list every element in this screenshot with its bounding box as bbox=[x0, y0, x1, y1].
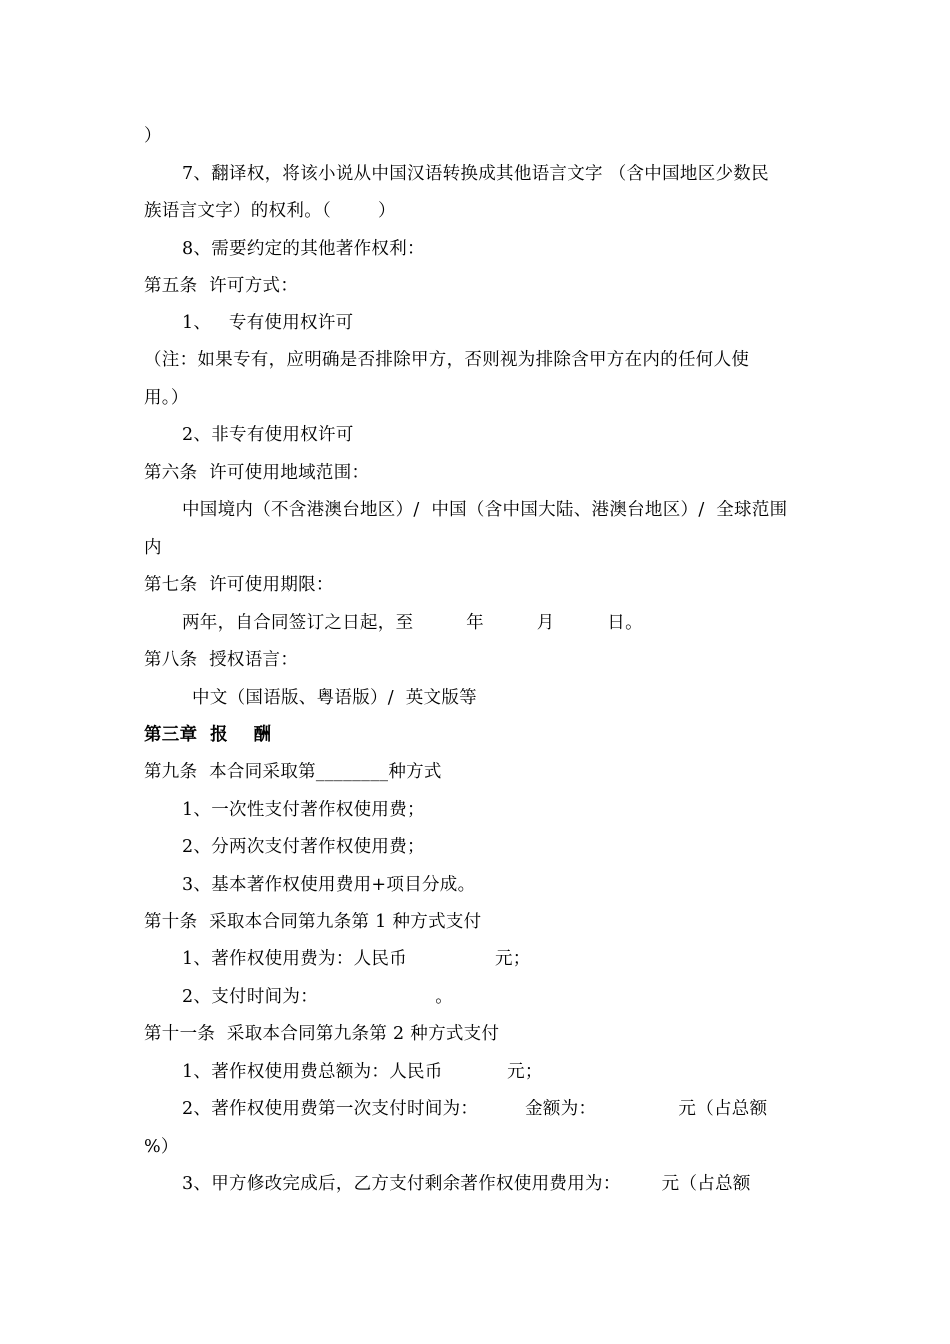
text-line: 两年，自合同签订之日起，至 年 月 日。 bbox=[182, 613, 643, 633]
text-line: 1、 专有使用权许可 bbox=[182, 313, 354, 333]
chapter-heading: 第三章 报 酬 bbox=[144, 725, 272, 745]
text-line: 第七条 许可使用期限： bbox=[144, 575, 334, 595]
text-line: 2、支付时间为： 。 bbox=[182, 987, 454, 1007]
text-line: 7、翻译权，将该小说从中国汉语转换成其他语言文字 （含中国地区少数民 bbox=[182, 164, 769, 184]
text-line: 内 bbox=[144, 538, 162, 558]
text-line: 第十一条 采取本合同第九条第 2 种方式支付 bbox=[144, 1024, 500, 1044]
text-line: 族语言文字）的权利。（ ） bbox=[144, 201, 396, 221]
text-line: %） bbox=[144, 1137, 179, 1157]
text-line: 2、非专有使用权许可 bbox=[182, 425, 354, 445]
text-line: 第九条 本合同采取第________种方式 bbox=[144, 762, 442, 782]
text-line: 2、著作权使用费第一次支付时间为： 金额为： 元（占总额 bbox=[182, 1099, 768, 1119]
text-line: 2、分两次支付著作权使用费； bbox=[182, 837, 425, 857]
text-line: 用。） bbox=[144, 388, 189, 408]
text-line: 3、基本著作权使用费用+项目分成。 bbox=[182, 875, 476, 895]
text-line: 第八条 授权语言： bbox=[144, 650, 299, 670]
text-line: ） bbox=[144, 126, 162, 146]
text-line: 中国境内（不含港澳台地区）/ 中国（含中国大陆、港澳台地区）/ 全球范围 bbox=[182, 500, 788, 520]
text-line: 8、需要约定的其他著作权利： bbox=[182, 239, 425, 259]
text-line: 1、一次性支付著作权使用费； bbox=[182, 800, 425, 820]
text-line: 第五条 许可方式： bbox=[144, 276, 299, 296]
text-line: 第六条 许可使用地域范围： bbox=[144, 463, 370, 483]
text-line: 1、著作权使用费为：人民币 元； bbox=[182, 949, 531, 969]
text-line: （注：如果专有，应明确是否排除甲方，否则视为排除含甲方在内的任何人使 bbox=[144, 350, 750, 370]
text-line: 1、著作权使用费总额为：人民币 元； bbox=[182, 1062, 543, 1082]
text-line: 第十条 采取本合同第九条第 1 种方式支付 bbox=[144, 912, 482, 932]
text-line: 中文（国语版、粤语版）/ 英文版等 bbox=[192, 688, 477, 708]
text-line: 3、甲方修改完成后，乙方支付剩余著作权使用费用为： 元（占总额 bbox=[182, 1174, 751, 1194]
